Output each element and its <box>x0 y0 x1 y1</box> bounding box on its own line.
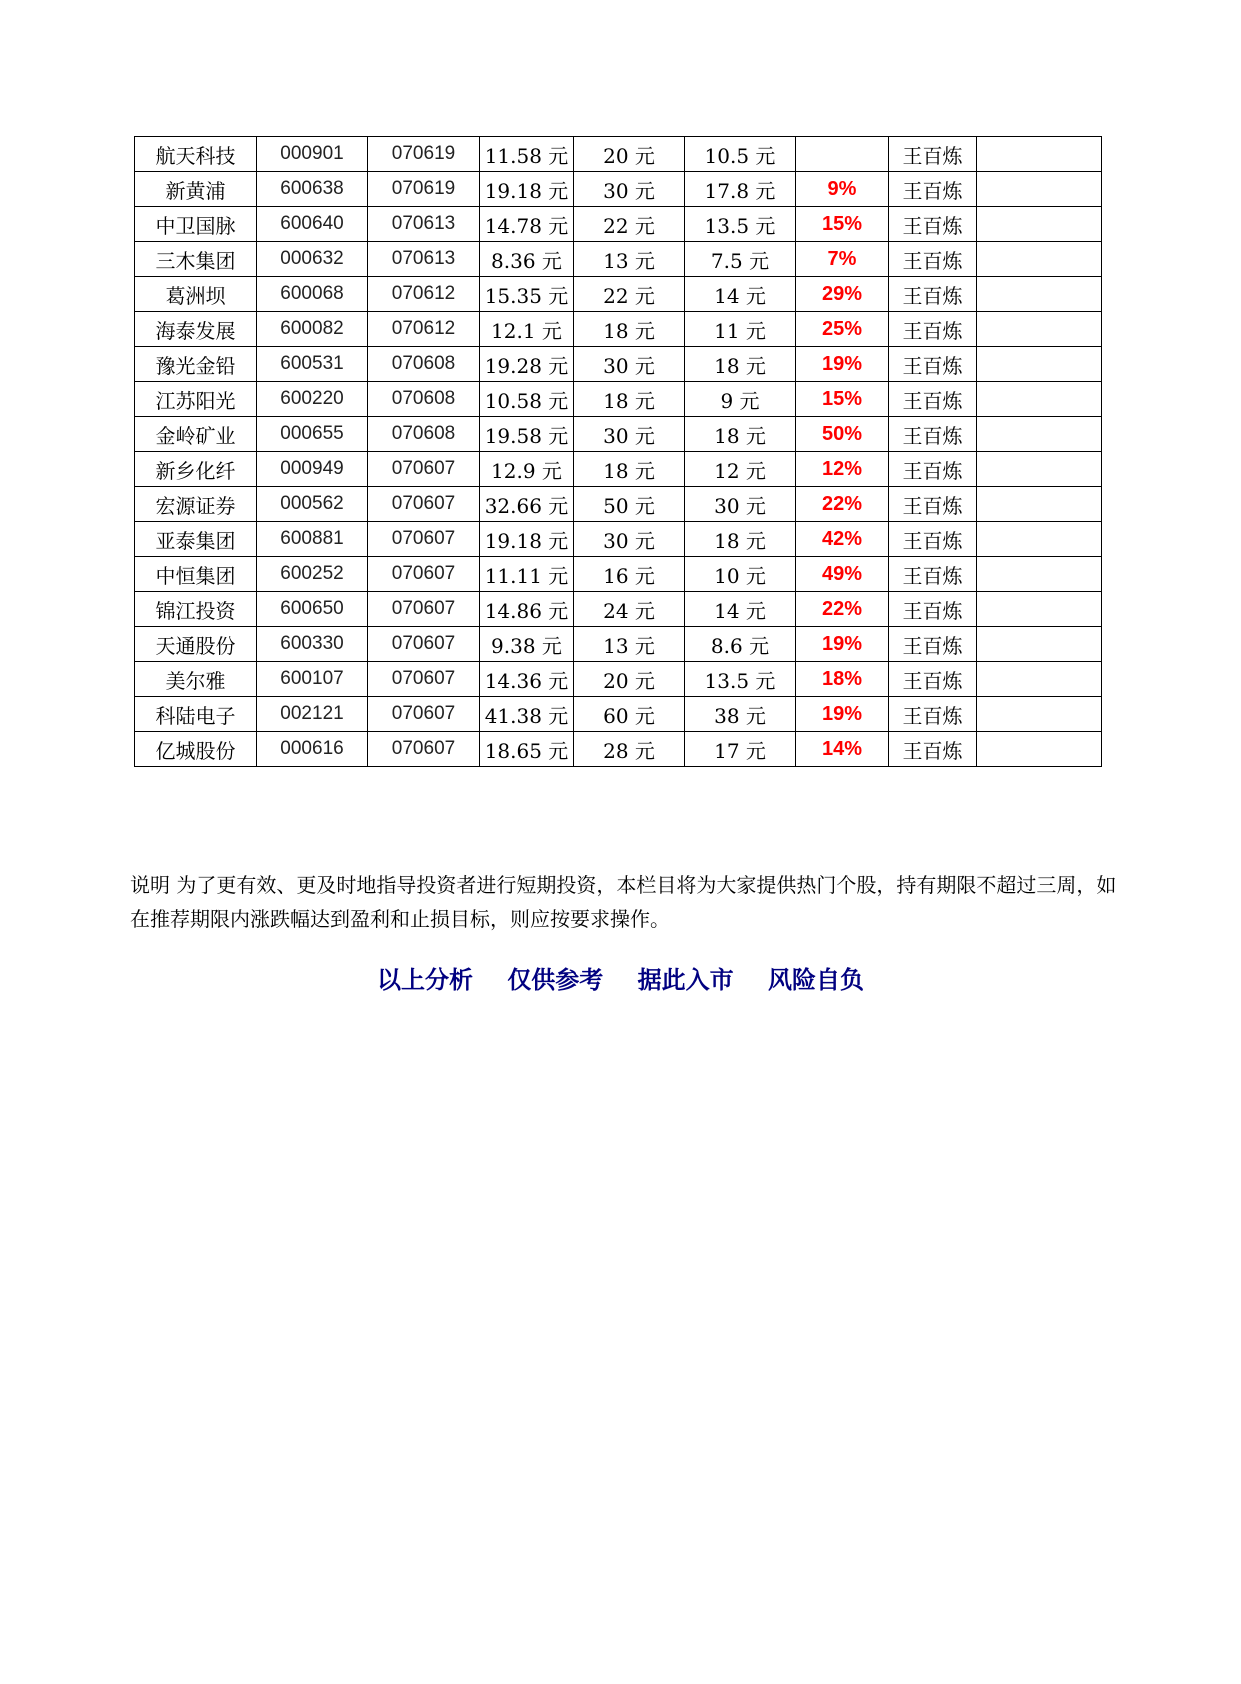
gain-percent-cell: 15% <box>796 207 889 242</box>
extra-cell <box>977 487 1102 522</box>
stock-name-cell: 亚泰集团 <box>135 522 257 557</box>
recommend-date-cell: 070619 <box>368 172 480 207</box>
target-price-cell: 20 元 <box>574 662 685 697</box>
analyst-cell: 王百炼 <box>889 662 977 697</box>
stock-code-cell: 002121 <box>257 697 368 732</box>
target-price-cell: 50 元 <box>574 487 685 522</box>
stock-code-cell: 600638 <box>257 172 368 207</box>
analyst-cell: 王百炼 <box>889 242 977 277</box>
stop-loss-cell: 17 元 <box>685 732 796 767</box>
stop-loss-cell: 14 元 <box>685 277 796 312</box>
target-price-cell: 22 元 <box>574 207 685 242</box>
table-row <box>135 522 1102 557</box>
extra-cell <box>977 347 1102 382</box>
recommend-date-cell: 070607 <box>368 732 480 767</box>
target-price-cell: 18 元 <box>574 382 685 417</box>
stop-loss-cell: 14 元 <box>685 592 796 627</box>
target-price-cell: 18 元 <box>574 452 685 487</box>
extra-cell <box>977 452 1102 487</box>
table-row <box>135 487 1102 522</box>
stock-name-cell: 金岭矿业 <box>135 417 257 452</box>
stop-loss-cell: 18 元 <box>685 522 796 557</box>
table-row <box>135 627 1102 662</box>
stop-loss-cell: 10 元 <box>685 557 796 592</box>
buy-price-cell: 19.18 元 <box>480 172 574 207</box>
gain-percent-cell: 15% <box>796 382 889 417</box>
disclaimer-part-3: 据此入市 <box>637 965 734 994</box>
explanation-note: 说明 为了更有效、更及时地指导投资者进行短期投资，本栏目将为大家提供热门个股，持有期限不超过三周，如在推荐期限内涨跌幅达到盈利和止损目标，则应按要求操作。 <box>130 873 1117 931</box>
stop-loss-cell: 12 元 <box>685 452 796 487</box>
recommend-date-cell: 070607 <box>368 522 480 557</box>
buy-price-cell: 9.38 元 <box>480 627 574 662</box>
buy-price-cell: 15.35 元 <box>480 277 574 312</box>
gain-percent-cell: 50% <box>796 417 889 452</box>
analyst-cell: 王百炼 <box>889 592 977 627</box>
target-price-cell: 13 元 <box>574 627 685 662</box>
table-row <box>135 382 1102 417</box>
extra-cell <box>977 277 1102 312</box>
gain-percent-cell: 7% <box>796 242 889 277</box>
stock-code-cell: 600107 <box>257 662 368 697</box>
table-row <box>135 557 1102 592</box>
stop-loss-cell: 9 元 <box>685 382 796 417</box>
stock-name-cell: 科陆电子 <box>135 697 257 732</box>
gain-percent-cell: 49% <box>796 557 889 592</box>
stock-code-cell: 600881 <box>257 522 368 557</box>
stock-table <box>134 136 1102 767</box>
target-price-cell: 28 元 <box>574 732 685 767</box>
recommend-date-cell: 070608 <box>368 347 480 382</box>
table-row <box>135 732 1102 767</box>
table-row <box>135 242 1102 277</box>
buy-price-cell: 12.1 元 <box>480 312 574 347</box>
disclaimer-part-1: 以上分析 <box>376 965 473 994</box>
stock-code-cell: 600082 <box>257 312 368 347</box>
recommend-date-cell: 070607 <box>368 627 480 662</box>
gain-percent-cell: 19% <box>796 627 889 662</box>
target-price-cell: 22 元 <box>574 277 685 312</box>
gain-percent-cell: 9% <box>796 172 889 207</box>
analyst-cell: 王百炼 <box>889 277 977 312</box>
stop-loss-cell: 13.5 元 <box>685 662 796 697</box>
recommend-date-cell: 070607 <box>368 487 480 522</box>
recommend-date-cell: 070607 <box>368 697 480 732</box>
extra-cell <box>977 662 1102 697</box>
buy-price-cell: 12.9 元 <box>480 452 574 487</box>
target-price-cell: 30 元 <box>574 172 685 207</box>
table-row <box>135 592 1102 627</box>
stop-loss-cell: 13.5 元 <box>685 207 796 242</box>
target-price-cell: 13 元 <box>574 242 685 277</box>
analyst-cell: 王百炼 <box>889 732 977 767</box>
stock-name-cell: 亿城股份 <box>135 732 257 767</box>
analyst-cell: 王百炼 <box>889 627 977 662</box>
recommend-date-cell: 070612 <box>368 312 480 347</box>
recommend-date-cell: 070612 <box>368 277 480 312</box>
stop-loss-cell: 10.5 元 <box>685 137 796 172</box>
recommend-date-cell: 070607 <box>368 662 480 697</box>
recommend-date-cell: 070608 <box>368 417 480 452</box>
target-price-cell: 16 元 <box>574 557 685 592</box>
table-row <box>135 207 1102 242</box>
stock-code-cell: 600640 <box>257 207 368 242</box>
extra-cell <box>977 592 1102 627</box>
gain-percent-cell: 12% <box>796 452 889 487</box>
stop-loss-cell: 38 元 <box>685 697 796 732</box>
stock-code-cell: 000632 <box>257 242 368 277</box>
stock-code-cell: 000901 <box>257 137 368 172</box>
table-row <box>135 172 1102 207</box>
analyst-cell: 王百炼 <box>889 697 977 732</box>
stock-name-cell: 中恒集团 <box>135 557 257 592</box>
buy-price-cell: 19.28 元 <box>480 347 574 382</box>
stop-loss-cell: 18 元 <box>685 347 796 382</box>
stock-name-cell: 新黄浦 <box>135 172 257 207</box>
analyst-cell: 王百炼 <box>889 417 977 452</box>
stock-code-cell: 600330 <box>257 627 368 662</box>
analyst-cell: 王百炼 <box>889 312 977 347</box>
stock-code-cell: 000949 <box>257 452 368 487</box>
stock-name-cell: 航天科技 <box>135 137 257 172</box>
analyst-cell: 王百炼 <box>889 487 977 522</box>
table-row <box>135 417 1102 452</box>
extra-cell <box>977 242 1102 277</box>
recommend-date-cell: 070613 <box>368 242 480 277</box>
analyst-cell: 王百炼 <box>889 172 977 207</box>
buy-price-cell: 41.38 元 <box>480 697 574 732</box>
extra-cell <box>977 312 1102 347</box>
table-row <box>135 697 1102 732</box>
buy-price-cell: 19.58 元 <box>480 417 574 452</box>
recommend-date-cell: 070607 <box>368 592 480 627</box>
extra-cell <box>977 557 1102 592</box>
gain-percent-cell: 19% <box>796 697 889 732</box>
target-price-cell: 60 元 <box>574 697 685 732</box>
recommend-date-cell: 070619 <box>368 137 480 172</box>
table-row <box>135 137 1102 172</box>
stock-table-body <box>135 137 1102 767</box>
stock-name-cell: 海泰发展 <box>135 312 257 347</box>
buy-price-cell: 8.36 元 <box>480 242 574 277</box>
buy-price-cell: 11.11 元 <box>480 557 574 592</box>
stock-name-cell: 三木集团 <box>135 242 257 277</box>
stock-code-cell: 000616 <box>257 732 368 767</box>
stock-code-cell: 600068 <box>257 277 368 312</box>
recommend-date-cell: 070613 <box>368 207 480 242</box>
stock-name-cell: 中卫国脉 <box>135 207 257 242</box>
buy-price-cell: 18.65 元 <box>480 732 574 767</box>
table-row <box>135 347 1102 382</box>
stock-code-cell: 600220 <box>257 382 368 417</box>
gain-percent-cell: 19% <box>796 347 889 382</box>
risk-disclaimer <box>0 960 1241 995</box>
buy-price-cell: 11.58 元 <box>480 137 574 172</box>
gain-percent-cell: 22% <box>796 592 889 627</box>
gain-percent-cell <box>796 137 889 172</box>
buy-price-cell: 14.86 元 <box>480 592 574 627</box>
extra-cell <box>977 732 1102 767</box>
gain-percent-cell: 29% <box>796 277 889 312</box>
stock-name-cell: 锦江投资 <box>135 592 257 627</box>
analyst-cell: 王百炼 <box>889 522 977 557</box>
stop-loss-cell: 30 元 <box>685 487 796 522</box>
extra-cell <box>977 207 1102 242</box>
buy-price-cell: 10.58 元 <box>480 382 574 417</box>
stock-name-cell: 新乡化纤 <box>135 452 257 487</box>
analyst-cell: 王百炼 <box>889 347 977 382</box>
disclaimer-part-2: 仅供参考 <box>507 965 604 994</box>
gain-percent-cell: 14% <box>796 732 889 767</box>
gain-percent-cell: 25% <box>796 312 889 347</box>
stock-code-cell: 600531 <box>257 347 368 382</box>
recommend-date-cell: 070607 <box>368 557 480 592</box>
target-price-cell: 18 元 <box>574 312 685 347</box>
target-price-cell: 30 元 <box>574 522 685 557</box>
stop-loss-cell: 7.5 元 <box>685 242 796 277</box>
analyst-cell: 王百炼 <box>889 382 977 417</box>
stock-name-cell: 美尔雅 <box>135 662 257 697</box>
stock-code-cell: 000655 <box>257 417 368 452</box>
stock-name-cell: 宏源证券 <box>135 487 257 522</box>
analyst-cell: 王百炼 <box>889 452 977 487</box>
stock-name-cell: 豫光金铅 <box>135 347 257 382</box>
table-row <box>135 312 1102 347</box>
extra-cell <box>977 382 1102 417</box>
analyst-cell: 王百炼 <box>889 137 977 172</box>
stock-code-cell: 000562 <box>257 487 368 522</box>
stock-name-cell: 天通股份 <box>135 627 257 662</box>
gain-percent-cell: 18% <box>796 662 889 697</box>
gain-percent-cell: 42% <box>796 522 889 557</box>
extra-cell <box>977 697 1102 732</box>
analyst-cell: 王百炼 <box>889 207 977 242</box>
stock-name-cell: 江苏阳光 <box>135 382 257 417</box>
buy-price-cell: 19.18 元 <box>480 522 574 557</box>
stock-name-cell: 葛洲坝 <box>135 277 257 312</box>
gain-percent-cell: 22% <box>796 487 889 522</box>
stop-loss-cell: 11 元 <box>685 312 796 347</box>
buy-price-cell: 14.78 元 <box>480 207 574 242</box>
extra-cell <box>977 417 1102 452</box>
target-price-cell: 30 元 <box>574 417 685 452</box>
recommend-date-cell: 070608 <box>368 382 480 417</box>
analyst-cell: 王百炼 <box>889 557 977 592</box>
target-price-cell: 30 元 <box>574 347 685 382</box>
extra-cell <box>977 172 1102 207</box>
target-price-cell: 20 元 <box>574 137 685 172</box>
target-price-cell: 24 元 <box>574 592 685 627</box>
table-row <box>135 662 1102 697</box>
table-row <box>135 277 1102 312</box>
stop-loss-cell: 8.6 元 <box>685 627 796 662</box>
buy-price-cell: 14.36 元 <box>480 662 574 697</box>
recommend-date-cell: 070607 <box>368 452 480 487</box>
stock-code-cell: 600650 <box>257 592 368 627</box>
stock-code-cell: 600252 <box>257 557 368 592</box>
stop-loss-cell: 17.8 元 <box>685 172 796 207</box>
extra-cell <box>977 137 1102 172</box>
disclaimer-part-4: 风险自负 <box>768 965 865 994</box>
extra-cell <box>977 522 1102 557</box>
table-row <box>135 452 1102 487</box>
stop-loss-cell: 18 元 <box>685 417 796 452</box>
buy-price-cell: 32.66 元 <box>480 487 574 522</box>
extra-cell <box>977 627 1102 662</box>
